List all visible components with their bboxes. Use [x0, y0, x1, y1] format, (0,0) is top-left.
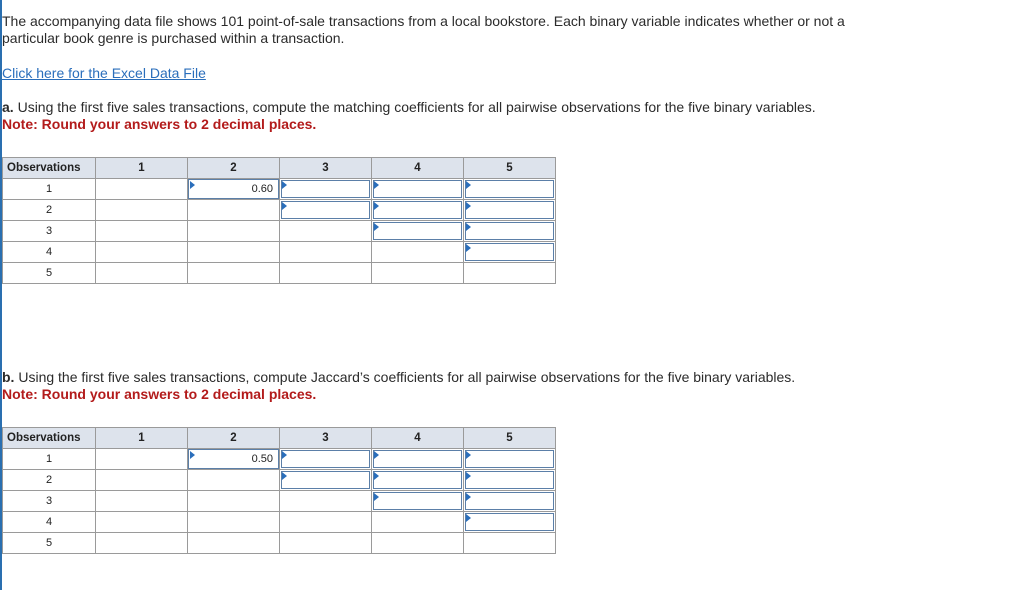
header-observations: Observations	[3, 428, 96, 449]
header-col-2: 2	[188, 428, 280, 449]
answer-input-cell[interactable]	[464, 512, 556, 533]
empty-cell	[372, 512, 464, 533]
table-row	[3, 179, 556, 200]
answer-input[interactable]	[374, 202, 461, 218]
answer-input-cell[interactable]	[372, 470, 464, 491]
empty-cell	[188, 470, 280, 491]
header-observations: Observations	[3, 158, 96, 179]
answer-input[interactable]	[282, 451, 369, 467]
table-row	[3, 470, 556, 491]
answer-input-cell[interactable]	[372, 179, 464, 200]
answer-input[interactable]	[466, 181, 553, 197]
empty-cell	[188, 491, 280, 512]
table-row	[3, 512, 556, 533]
table-row	[3, 200, 556, 221]
answer-input-cell[interactable]	[280, 200, 372, 221]
row-label: 1	[3, 179, 96, 200]
given-value: 0.60	[251, 183, 273, 195]
empty-cell	[188, 512, 280, 533]
answer-input-cell[interactable]	[280, 179, 372, 200]
header-col-1: 1	[96, 158, 188, 179]
question-b-prompt: Using the first five sales transactions, compute Jaccard’s coefficients for all pairwise observations for the five binary variables.	[14, 369, 796, 385]
empty-cell	[96, 449, 188, 470]
input-marker-icon	[282, 451, 287, 459]
answer-input[interactable]	[374, 472, 461, 488]
table-header-row	[3, 158, 556, 179]
row-label: 2	[3, 200, 96, 221]
input-marker-icon	[374, 493, 379, 501]
table-row	[3, 263, 556, 284]
table-header-row	[3, 428, 556, 449]
question-a-note: Note: Round your answers to 2 decimal places.	[2, 116, 317, 132]
answer-input-cell[interactable]	[372, 221, 464, 242]
jaccard-coefficients-table	[2, 427, 556, 554]
answer-input[interactable]	[466, 493, 553, 509]
answer-input-cell[interactable]	[464, 470, 556, 491]
given-value-cell	[188, 179, 280, 200]
input-marker-icon	[466, 223, 471, 231]
input-marker-icon	[282, 472, 287, 480]
row-label: 1	[3, 449, 96, 470]
empty-cell	[96, 470, 188, 491]
given-value-cell	[188, 449, 280, 470]
empty-cell	[188, 242, 280, 263]
answer-input-cell[interactable]	[372, 449, 464, 470]
given-value: 0.50	[251, 453, 273, 465]
answer-input-cell[interactable]	[464, 449, 556, 470]
empty-cell	[280, 491, 372, 512]
empty-cell	[188, 263, 280, 284]
header-col-3: 3	[280, 428, 372, 449]
answer-input-cell[interactable]	[464, 179, 556, 200]
row-label: 5	[3, 263, 96, 284]
header-col-3: 3	[280, 158, 372, 179]
input-marker-icon	[466, 451, 471, 459]
empty-cell	[372, 242, 464, 263]
header-col-5: 5	[464, 428, 556, 449]
answer-input[interactable]	[374, 451, 461, 467]
empty-cell	[96, 179, 188, 200]
empty-cell	[464, 533, 556, 554]
answer-input[interactable]	[282, 181, 369, 197]
input-marker-icon	[466, 493, 471, 501]
input-marker-icon	[466, 181, 471, 189]
empty-cell	[96, 200, 188, 221]
input-marker-icon	[374, 472, 379, 480]
row-label: 2	[3, 470, 96, 491]
question-a-prompt: Using the first five sales transactions, compute the matching coefficients for all pairwise observations for the five binary variables.	[13, 99, 816, 115]
empty-cell	[96, 512, 188, 533]
answer-input[interactable]	[374, 223, 461, 239]
empty-cell	[280, 533, 372, 554]
table-row	[3, 449, 556, 470]
table-row	[3, 533, 556, 554]
answer-input-cell[interactable]	[464, 200, 556, 221]
empty-cell	[280, 242, 372, 263]
answer-input[interactable]	[466, 514, 553, 530]
excel-data-file-link[interactable]: Click here for the Excel Data File	[2, 65, 206, 81]
answer-input-cell[interactable]	[464, 221, 556, 242]
input-marker-icon	[466, 514, 471, 522]
answer-input-cell[interactable]	[280, 470, 372, 491]
row-label: 5	[3, 533, 96, 554]
answer-input-cell[interactable]	[464, 242, 556, 263]
matching-coefficients-table	[2, 157, 556, 284]
empty-cell	[188, 200, 280, 221]
question-b-letter: b.	[2, 369, 15, 385]
empty-cell	[96, 242, 188, 263]
header-col-5: 5	[464, 158, 556, 179]
intro-text: The accompanying data file shows 101 point-of-sale transactions from a local bookstore. Each binary variable indicates whether or not a particular book genre is purchased within a transaction.	[2, 13, 845, 46]
header-col-4: 4	[372, 158, 464, 179]
answer-input-cell[interactable]	[372, 200, 464, 221]
input-marker-icon	[374, 223, 379, 231]
row-label: 4	[3, 512, 96, 533]
empty-cell	[372, 263, 464, 284]
row-label: 4	[3, 242, 96, 263]
answer-input[interactable]	[466, 244, 553, 260]
question-a	[2, 99, 816, 133]
table-row	[3, 242, 556, 263]
answer-input[interactable]	[466, 223, 553, 239]
answer-input-cell[interactable]	[280, 449, 372, 470]
answer-input[interactable]	[466, 202, 553, 218]
answer-input[interactable]	[466, 451, 553, 467]
input-marker-icon	[466, 202, 471, 210]
empty-cell	[96, 491, 188, 512]
row-label: 3	[3, 491, 96, 512]
header-col-4: 4	[372, 428, 464, 449]
empty-cell	[280, 512, 372, 533]
empty-cell	[188, 221, 280, 242]
question-a-letter: a.	[2, 99, 14, 115]
input-marker-icon	[374, 181, 379, 189]
empty-cell	[464, 263, 556, 284]
empty-cell	[96, 263, 188, 284]
row-label: 3	[3, 221, 96, 242]
input-marker-icon	[466, 472, 471, 480]
empty-cell	[372, 533, 464, 554]
answer-input-cell[interactable]	[372, 491, 464, 512]
table-row	[3, 221, 556, 242]
header-col-1: 1	[96, 428, 188, 449]
answer-input[interactable]	[374, 181, 461, 197]
input-marker-icon	[374, 202, 379, 210]
answer-input[interactable]	[282, 202, 369, 218]
question-b	[2, 369, 795, 403]
answer-input[interactable]	[282, 472, 369, 488]
input-marker-icon	[282, 181, 287, 189]
empty-cell	[280, 221, 372, 242]
question-b-note: Note: Round your answers to 2 decimal places.	[2, 386, 317, 402]
answer-input[interactable]	[466, 472, 553, 488]
table-row	[3, 491, 556, 512]
input-marker-icon	[466, 244, 471, 252]
empty-cell	[96, 221, 188, 242]
empty-cell	[96, 533, 188, 554]
empty-cell	[188, 533, 280, 554]
input-marker-icon	[374, 451, 379, 459]
header-col-2: 2	[188, 158, 280, 179]
empty-cell	[280, 263, 372, 284]
input-marker-icon	[282, 202, 287, 210]
answer-input-cell[interactable]	[464, 491, 556, 512]
answer-input[interactable]	[374, 493, 461, 509]
